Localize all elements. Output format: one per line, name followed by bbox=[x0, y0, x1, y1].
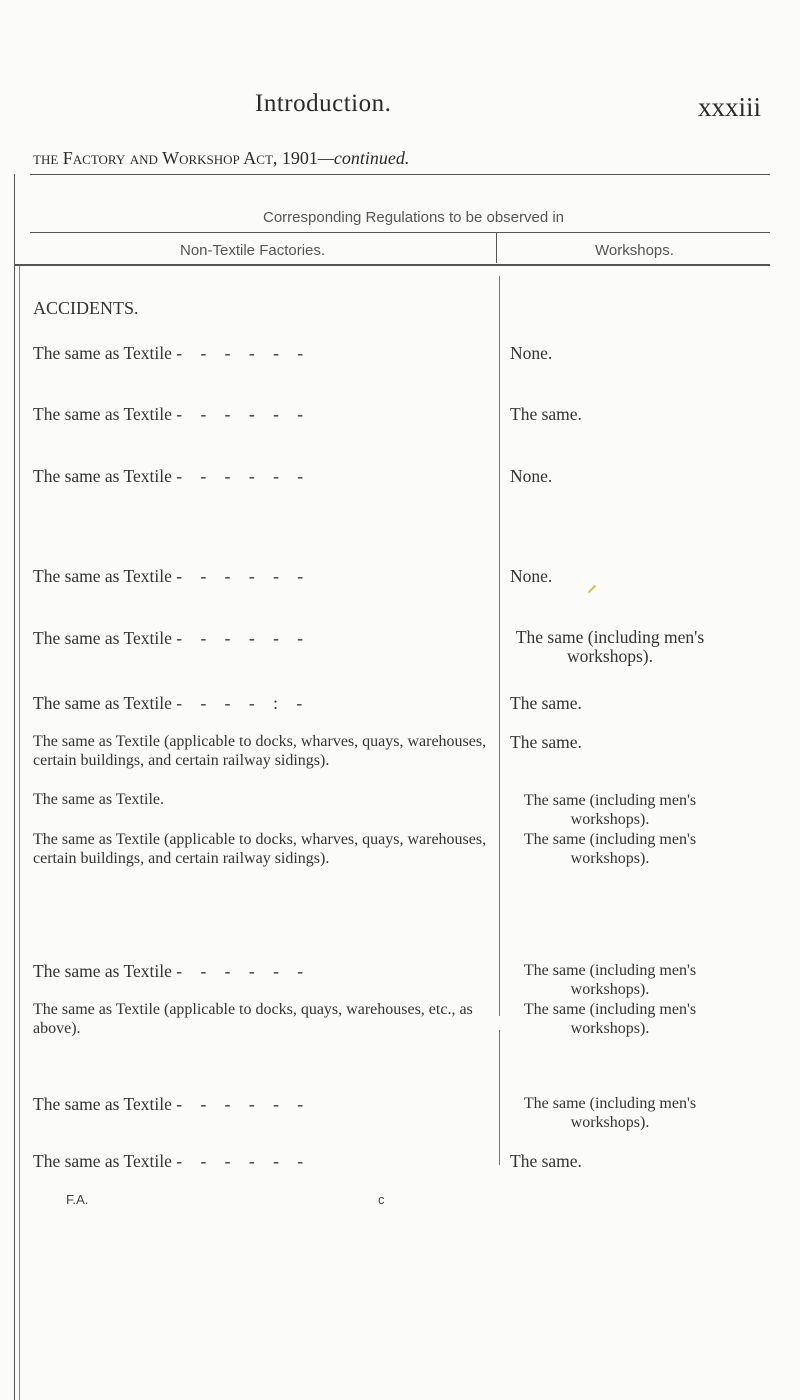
table-left-border bbox=[14, 174, 15, 1400]
column-divider-body-lower bbox=[499, 1030, 500, 1165]
row-9-left: The same as Textile (applicable to docks, wharves, quays, warehouses, certain buildings, and certain railway sidings). bbox=[33, 831, 487, 867]
row-3-left: The same as Textile - - - - - - bbox=[33, 466, 311, 486]
table-left-border-inner bbox=[19, 265, 20, 1400]
row-5-left: The same as Textile - - - - - - bbox=[33, 628, 311, 648]
row-4-left: The same as Textile - - - - - - bbox=[33, 566, 311, 586]
signature-mark: F.A. bbox=[66, 1192, 89, 1207]
signature-letter: c bbox=[378, 1192, 385, 1207]
running-title: Introduction. bbox=[255, 90, 392, 117]
row-6-right: The same. bbox=[510, 693, 582, 713]
row-7-left: The same as Textile (applicable to docks, wharves, quays, warehouses, certain buildings, and certain railway sidings). bbox=[33, 733, 487, 769]
row-13-left: The same as Textile - - - - - - bbox=[33, 1151, 311, 1171]
act-name: the Factory and Workshop Act, 1901 bbox=[33, 148, 318, 168]
row-3-right: None. bbox=[510, 466, 553, 486]
group-header-rule bbox=[30, 232, 770, 233]
pencil-tick-mark bbox=[588, 585, 596, 593]
row-2-left: The same as Textile - - - - - - bbox=[33, 404, 311, 424]
page-number: xxxiii bbox=[698, 92, 762, 122]
row-4-right: None. bbox=[510, 566, 553, 586]
row-12-right: The same (including men's workshops). bbox=[523, 1095, 697, 1131]
group-header: Corresponding Regulations to be observed in bbox=[263, 209, 565, 226]
row-10-right: The same (including men's workshops). bbox=[523, 962, 697, 998]
row-2-right: The same. bbox=[510, 404, 582, 424]
row-5-right: The same (including men's workshops). bbox=[515, 627, 705, 666]
row-1-right: None. bbox=[510, 343, 553, 363]
row-6-left: The same as Textile - - - - : - bbox=[33, 693, 310, 713]
row-11-right: The same (including men's workshops). bbox=[523, 1001, 697, 1037]
row-10-left: The same as Textile - - - - - - bbox=[33, 961, 311, 981]
table-top-rule bbox=[30, 174, 770, 175]
column-header-rule bbox=[14, 264, 770, 266]
column-divider-header bbox=[496, 233, 497, 263]
row-11-left: The same as Textile (applicable to docks, quays, warehouses, etc., as above). bbox=[33, 1001, 473, 1037]
row-12-left: The same as Textile - - - - - - bbox=[33, 1094, 311, 1114]
row-8-right: The same (including men's workshops). bbox=[523, 792, 697, 828]
row-7-right: The same. bbox=[510, 732, 582, 752]
continued-label: —continued. bbox=[317, 148, 410, 168]
row-1-left: The same as Textile - - - - - - bbox=[33, 343, 311, 363]
column-divider-body bbox=[499, 276, 500, 1016]
row-13-right: The same. bbox=[510, 1151, 582, 1171]
section-heading: ACCIDENTS. bbox=[33, 298, 139, 318]
column-header-non-textile: Non-Textile Factories. bbox=[180, 242, 326, 259]
row-9-right: The same (including men's workshops). bbox=[523, 831, 697, 867]
section-subtitle bbox=[33, 148, 409, 169]
column-header-workshops: Workshops. bbox=[595, 242, 674, 259]
row-8-left: The same as Textile. bbox=[33, 791, 164, 808]
